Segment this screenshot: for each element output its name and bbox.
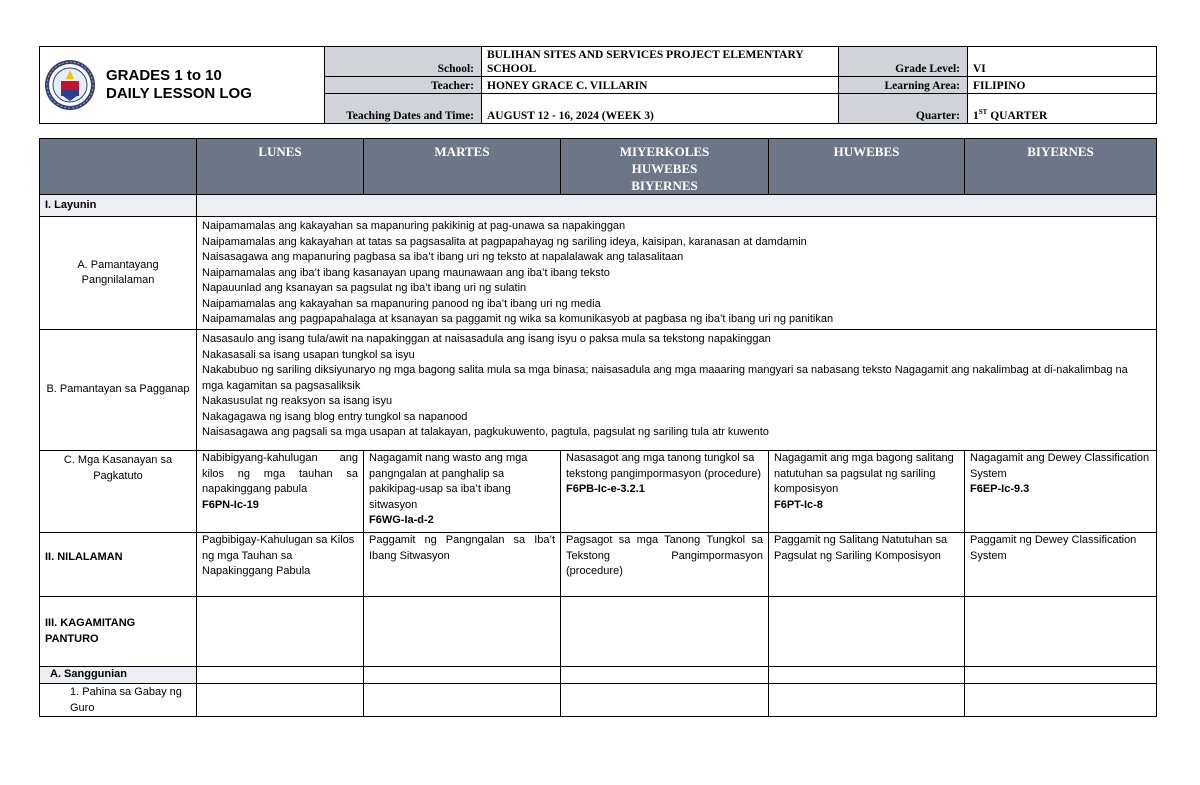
school-label: School:: [325, 47, 482, 77]
layunin-row: [40, 195, 1157, 217]
header-table: [39, 46, 1157, 124]
grade-level-label: Grade Level:: [839, 47, 968, 77]
section-layunin-label: I. Layunin: [40, 195, 197, 217]
pagganap-line: Nakabubuo ng sariling diksiyunaryo ng mga bagong salita mula sa mga binasa; naisasadula ang mga maaaring mangyari sa nabasang teksto Nagagamit ang nakalimbag at di-nakalimbag na mga kagamitan sa pagsasaliksik: [202, 364, 1128, 392]
pagganap-label: B. Pamantayan sa Pagganap: [40, 330, 197, 451]
pamantayang-label: A. Pamantayang Pangnilalaman: [40, 217, 197, 330]
sanggunian-biyernes: [965, 667, 1157, 684]
kasanayan-row: [40, 451, 1157, 533]
kasanayan-text: Nasasagot ang mga tanong tungkol sa tekstong pangimpormasyon (procedure): [566, 452, 762, 480]
kagamitan-lunes: [197, 597, 364, 667]
column-header-miyerkoles: [561, 139, 769, 195]
quarter-label: Quarter:: [839, 93, 968, 123]
sanggunian-huwebes: [769, 667, 965, 684]
nilalaman-miyerkoles: Pagsagot sa mga Tanong Tungkol sa Tekstong Pangimpormasyon (procedure): [561, 533, 769, 597]
sanggunian-label: A. Sanggunian: [40, 667, 197, 684]
column-header-miyerkoles-line1: MIYERKOLES: [619, 144, 710, 159]
competency-code: F6PN-Ic-19: [202, 498, 259, 511]
column-header-miyerkoles-line2: HUWEBES: [631, 161, 698, 176]
pamantayang-content: [197, 217, 1157, 330]
pamantayang-line: Naipamamalas ang iba’t ibang kasanayan upang maunawaan ang iba’t ibang teksto: [202, 266, 610, 279]
column-header-martes: MARTES: [364, 139, 561, 195]
kagamitan-row: [40, 597, 1157, 667]
kagamitan-label: III. KAGAMITANG PANTURO: [40, 597, 197, 667]
pamantayang-line: Naipamamalas ang kakayahan sa mapanuring pakikinig at pag-unawa sa napakinggan: [202, 220, 626, 232]
pahina-biyernes: [965, 684, 1157, 717]
sanggunian-martes: [364, 667, 561, 684]
header-title-cell: [40, 47, 325, 124]
sanggunian-lunes: [197, 667, 364, 684]
pahina-label: 1. Pahina sa Gabay ng Guro: [40, 684, 197, 717]
grade-level-value: VI: [968, 47, 1157, 77]
section-layunin-span: [197, 195, 1157, 217]
kagamitan-huwebes: [769, 597, 965, 667]
kasanayan-miyerkoles: [561, 451, 769, 533]
column-header-biyernes: BIYERNES: [965, 139, 1157, 195]
pahina-huwebes: [769, 684, 965, 717]
kasanayan-text: Nabibigyang-kahulugan ang kilos ng mga tauhan sa napakinggang pabula: [202, 452, 358, 495]
pagganap-line: Nakasasali sa isang usapan tungkol sa isyu: [202, 348, 415, 361]
nilalaman-lunes: Pagbibigay-Kahulugan sa Kilos ng mga Tauhan sa Napakinggang Pabula: [197, 533, 364, 597]
pamantayang-line: Napauunlad ang ksanayan sa pagsulat ng iba’t ibang uri ng sulatin: [202, 282, 527, 294]
day-header-row: [40, 139, 1157, 195]
quarter-number: 1: [973, 110, 979, 122]
pamantayang-line: Naipamamalas ang pagpapahalaga at ksanayan sa paggamit ng wika sa komunikasyob at pagbasa ng iba’t ibang uri ng panitikan: [202, 313, 834, 325]
column-header-huwebes: HUWEBES: [769, 139, 965, 195]
pamantayang-line: Naipamamalas ang kakayahan at tatas sa pagsasalita at pagpapahayag ng sariling ideya, kaisipan, karanasan at damdamin: [202, 235, 807, 248]
pagganap-content: [197, 330, 1157, 451]
form-title-line1: GRADES 1 to 10: [106, 67, 222, 84]
nilalaman-label: II. NILALAMAN: [40, 533, 197, 597]
competency-code: F6EP-Ic-9.3: [970, 483, 1030, 495]
pahina-miyerkoles: [561, 684, 769, 717]
teacher-value: HONEY GRACE C. VILLARIN: [482, 77, 839, 93]
corner-header-cell: [40, 139, 197, 195]
kasanayan-huwebes: [769, 451, 965, 533]
pagganap-line: Nasasaulo ang isang tula/awit na napakinggan at naisasadula ang isang isyu o paksa mula sa tekstong napakinggan: [202, 333, 771, 345]
learning-area-value: FILIPINO: [968, 77, 1157, 93]
lesson-log-table: [39, 138, 1157, 717]
pamantayang-line: Naipamamalas ang kakayahan sa mapanuring panood ng iba’t ibang uri ng media: [202, 297, 601, 310]
sanggunian-row: [40, 667, 1157, 684]
column-header-miyerkoles-line3: BIYERNES: [631, 178, 698, 193]
deped-seal-icon: [44, 59, 96, 111]
nilalaman-biyernes: Paggamit ng Dewey Classification System: [965, 533, 1157, 597]
pahina-lunes: [197, 684, 364, 717]
nilalaman-row: [40, 533, 1157, 597]
competency-code: F6PT-Ic-8: [774, 498, 823, 511]
pagganap-line: Naisasagawa ang pagsali sa mga usapan at talakayan, pagkukuwento, pagtula, pagsulat ng sariling tula atr kuwento: [202, 426, 769, 438]
kagamitan-biyernes: [965, 597, 1157, 667]
kasanayan-label: C. Mga Kasanayan sa Pagkatuto: [40, 451, 197, 533]
learning-area-label: Learning Area:: [839, 77, 968, 93]
quarter-value: [968, 93, 1157, 123]
kagamitan-miyerkoles: [561, 597, 769, 667]
kasanayan-martes: [364, 451, 561, 533]
pamantayang-row: [40, 217, 1157, 330]
pagganap-row: [40, 330, 1157, 451]
school-value: BULIHAN SITES AND SERVICES PROJECT ELEMENTARY SCHOOL: [482, 47, 839, 77]
teaching-dates-label: Teaching Dates and Time:: [325, 93, 482, 123]
kasanayan-lunes: [197, 451, 364, 533]
pahina-martes: [364, 684, 561, 717]
teacher-label: Teacher:: [325, 77, 482, 93]
quarter-suffix: ST: [978, 108, 988, 117]
quarter-text: QUARTER: [987, 110, 1048, 122]
column-header-lunes: LUNES: [197, 139, 364, 195]
nilalaman-huwebes: Paggamit ng Salitang Natutuhan sa Pagsulat ng Sariling Komposisyon: [769, 533, 965, 597]
kasanayan-text: Nagagamit ang mga bagong salitang natutuhan sa pagsulat ng sariling komposisyon: [774, 452, 954, 495]
sanggunian-miyerkoles: [561, 667, 769, 684]
kagamitan-martes: [364, 597, 561, 667]
kasanayan-text: Nagagamit nang wasto ang mga pangngalan at panghalip sa pakikipag-usap sa iba’t ibang sitwasyon: [369, 452, 528, 511]
competency-code: F6PB-Ic-e-3.2.1: [566, 483, 645, 495]
kasanayan-text: Nagagamit ang Dewey Classification System: [970, 452, 1150, 480]
competency-code: F6WG-Ia-d-2: [369, 514, 434, 526]
pamantayang-line: Naisasagawa ang mapanuring pagbasa sa iba’t ibang uri ng teksto at napalalawak ang talasalitaan: [202, 251, 684, 263]
nilalaman-martes: Paggamit ng Pangngalan sa Iba’t Ibang Sitwasyon: [364, 533, 561, 597]
pahina-row: [40, 684, 1157, 717]
pagganap-line: Nakasusulat ng reaksyon sa isang isyu: [202, 395, 393, 407]
teaching-dates-value: AUGUST 12 - 16, 2024 (WEEK 3): [482, 93, 839, 123]
form-title-line2: DAILY LESSON LOG: [106, 85, 252, 102]
kasanayan-biyernes: [965, 451, 1157, 533]
pagganap-line: Nakagagawa ng isang blog entry tungkol sa napanood: [202, 410, 468, 423]
